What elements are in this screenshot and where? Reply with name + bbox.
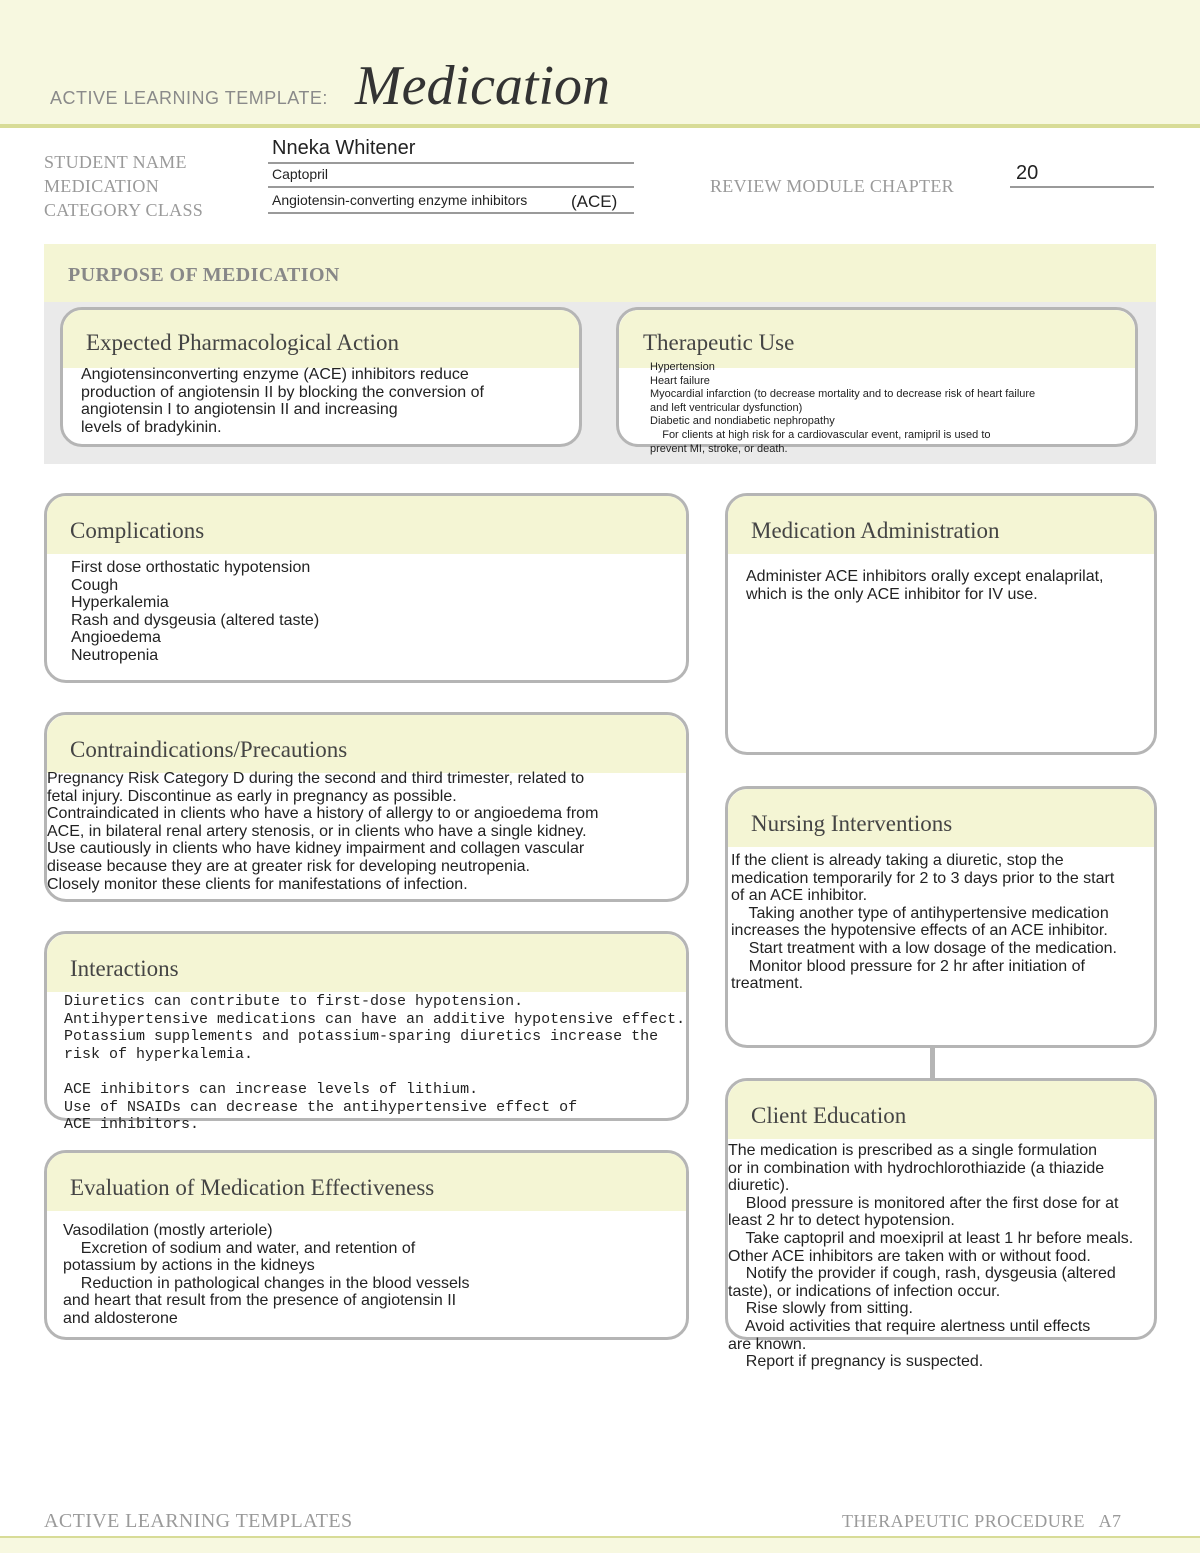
text-line: medication temporarily for 2 to 3 days prior to the start [731,869,1115,887]
text-line: Administer ACE inhibitors orally except enalaprilat, [746,568,1104,585]
text-line: First dose orthostatic hypotension [71,559,311,576]
card-connector [930,1047,935,1081]
text-line: fetal injury. Discontinue as early in pregnancy as possible. [47,787,457,805]
text-line: are known. [728,1335,807,1353]
therapeutic-use-body [650,361,1035,456]
complications-title: Complications [70,518,205,543]
contraindications-body [47,770,598,893]
text-line: prevent MI, stroke, or death. [650,442,788,455]
interactions-body [64,993,685,1134]
category-class-value[interactable]: Angiotensin-converting enzyme inhibitors [272,192,528,208]
category-class-underline [268,212,634,214]
review-module-value[interactable]: 20 [1016,162,1039,184]
medication-label: MEDICATION [44,176,159,196]
text-line: of an ACE inhibitor. [731,887,868,905]
footer-left: ACTIVE LEARNING TEMPLATES [44,1510,353,1532]
text-line: Reduction in pathological changes in the blood vessels [63,1274,470,1292]
medication-underline [268,186,634,188]
text-line: Use of NSAIDs can decrease the antihypertensive effect of [64,1098,578,1116]
template-title: Medication [355,55,611,117]
evaluation-title: Evaluation of Medication Effectiveness [70,1175,435,1200]
medication-administration-body [746,568,1104,603]
text-line: Angioedema [71,629,161,647]
text-line: Taking another type of antihypertensive medication [731,904,1109,922]
text-line: ACE inhibitors can increase levels of lithium. [64,1080,479,1098]
text-line: Hyperkalemia [71,594,169,612]
text-line: If the client is already taking a diuretic, stop the [731,852,1064,869]
expected-action-title: Expected Pharmacological Action [86,330,399,355]
review-module-underline [1010,186,1154,188]
text-line: ACE, in bilateral renal artery stenosis, or in clients who have a single kidney. [47,822,587,840]
text-line: The medication is prescribed as a single formulation [728,1142,1098,1159]
review-module-label: REVIEW MODULE CHAPTER [710,176,954,196]
text-line: Excretion of sodium and water, and retention of [63,1239,416,1257]
category-class-label: CATEGORY CLASS [44,200,204,220]
text-line: Take captopril and moexipril at least 1 hr before meals. [728,1229,1134,1247]
client-education-title: Client Education [751,1103,907,1128]
interactions-title: Interactions [70,956,179,981]
complications-card [44,493,689,683]
text-line: taste), or indications of infection occur. [728,1282,1001,1300]
student-name-label: STUDENT NAME [44,152,187,172]
text-line: Diuretics can contribute to first-dose hypotension. [64,993,524,1010]
text-line: Notify the provider if cough, rash, dysgeusia (altered [728,1265,1116,1283]
nursing-interventions-card [725,786,1157,1048]
expected-action-body [81,366,484,436]
text-line: Neutropenia [71,646,159,664]
text-line: increases the hypotensive effects of an ACE inhibitor. [731,922,1108,940]
text-line: Hypertension [650,361,715,373]
text-line: Avoid activities that require alertness until effects [728,1317,1091,1335]
expected-action-card [60,307,582,447]
footer-band [0,1538,1200,1553]
complications-body [71,559,319,665]
therapeutic-use-title: Therapeutic Use [643,330,795,355]
contraindications-title: Contraindications/Precautions [70,737,348,762]
text-line: or in combination with hydrochlorothiazide (a thiazide [728,1159,1105,1177]
student-name-value[interactable]: Nneka Whitener [272,137,416,159]
text-line: and aldosterone [63,1309,178,1327]
text-line: Pregnancy Risk Category D during the second and third trimester, related to [47,770,585,787]
purpose-title: PURPOSE OF MEDICATION [68,264,340,286]
text-line: Start treatment with a low dosage of the medication. [731,939,1117,957]
text-line: Closely monitor these clients for manifestations of infection. [47,875,468,893]
evaluation-body [63,1222,469,1328]
text-line: Heart failure [650,374,710,387]
text-line: Use cautiously in clients who have kidney impairment and collagen vascular [47,840,585,858]
nursing-interventions-title: Nursing Interventions [751,811,953,836]
header-rule [0,124,1200,128]
text-line: Angiotensinconverting enzyme (ACE) inhibitors reduce [81,366,469,383]
medication-administration-card [725,493,1157,755]
client-education-card [725,1078,1157,1371]
text-line: treatment. [731,975,804,993]
student-name-underline [268,162,634,164]
text-line: Myocardial infarction (to decrease mortality and to decrease risk of heart failure [650,388,1036,401]
text-line: Other ACE inhibitors are taken with or without food. [728,1247,1091,1265]
text-line: diuretic). [728,1177,790,1195]
text-line: Diabetic and nondiabetic nephropathy [650,415,835,428]
text-line: Vasodilation (mostly arteriole) [63,1222,273,1239]
text-line: production of angiotensin II by blocking the conversion of [81,383,484,401]
nursing-interventions-body [731,852,1117,993]
text-line: Potassium supplements and potassium-sparing diuretics increase the [64,1028,659,1046]
text-line: potassium by actions in the kidneys [63,1257,315,1275]
interactions-card [44,931,689,1134]
text-line: ACE inhibitors. [64,1116,200,1134]
text-line: Report if pregnancy is suspected. [728,1353,984,1371]
text-line: and heart that result from the presence of angiotensin II [63,1292,457,1310]
text-line: Rise slowly from sitting. [728,1300,913,1318]
text-line: Cough [71,576,119,594]
client-education-body [728,1142,1133,1371]
medication-value[interactable]: Captopril [272,166,329,182]
text-line: Rash and dysgeusia (altered taste) [71,611,320,629]
template-label: ACTIVE LEARNING TEMPLATE: [50,88,328,108]
text-line: risk of hyperkalemia. [64,1045,254,1063]
text-line: least 2 hr to detect hypotension. [728,1212,955,1230]
text-line: and left ventricular dysfunction) [650,401,803,414]
text-line [64,1063,685,1081]
therapeutic-use-card [616,307,1138,455]
category-class-suffix: (ACE) [571,192,618,211]
footer-right: THERAPEUTIC PROCEDURE A7 [842,1511,1122,1531]
text-line: angiotensin I to angiotensin II and increasing [81,401,398,419]
text-line: Contraindicated in clients who have a history of allergy to or angioedema from [47,805,599,823]
text-line: disease because they are at greater risk for developing neutropenia. [47,857,530,875]
text-line: Antihypertensive medications can have an additive hypotensive effect. [64,1010,686,1028]
text-line: Monitor blood pressure for 2 hr after initiation of [731,957,1085,975]
text-line: which is the only ACE inhibitor for IV use. [746,585,1038,603]
contraindications-card [44,712,689,902]
text-line: levels of bradykinin. [81,418,222,436]
text-line: Blood pressure is monitored after the first dose for at [728,1194,1119,1212]
text-line: For clients at high risk for a cardiovascular event, ramipril is used to [650,428,991,441]
medication-administration-title: Medication Administration [751,518,1000,543]
evaluation-card [44,1150,689,1340]
